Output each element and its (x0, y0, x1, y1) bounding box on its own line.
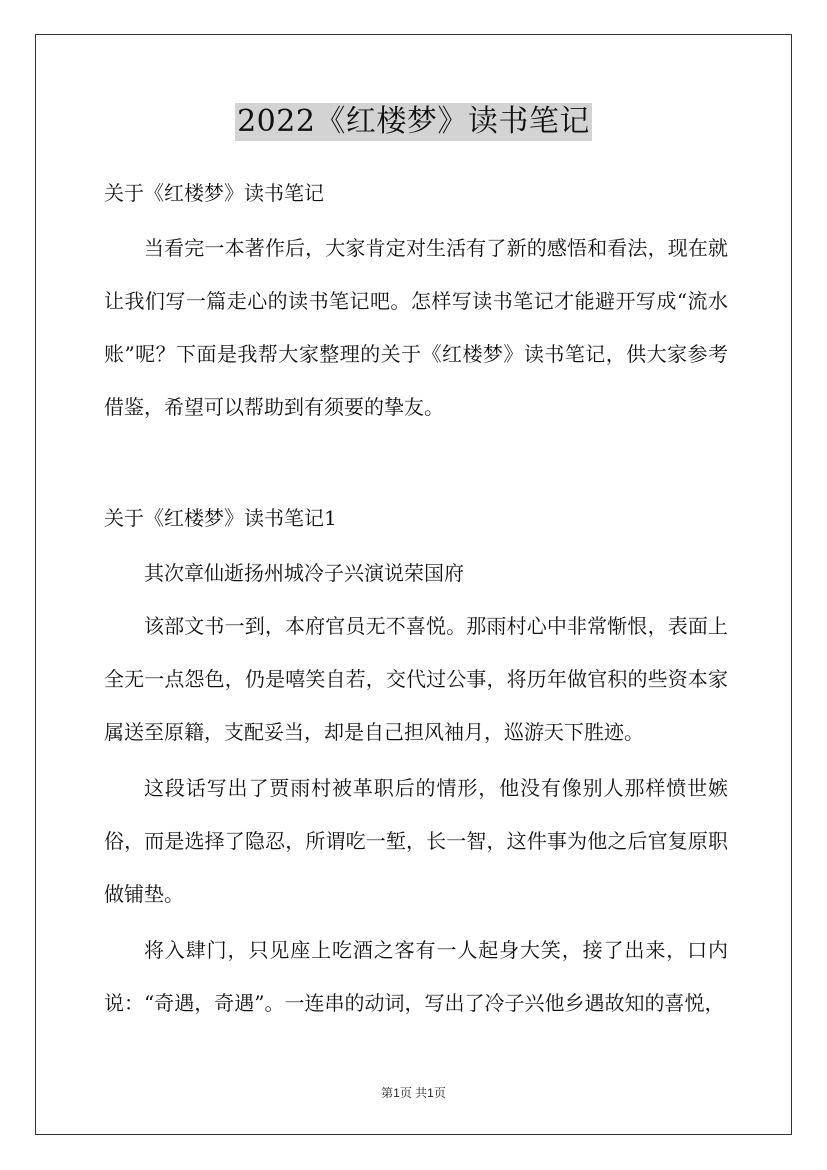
intro-paragraph: 当看完一本著作后，大家肯定对生活有了新的感悟和看法，现在就让我们写一篇走心的读书笔记吧。怎样写读书笔记才能避开写成“流水账”呢？下面是我帮大家整理的关于《红楼梦》读书笔记，供大家参考借鉴，希望可以帮助到有须要的挚友。 (104, 236, 728, 419)
page-footer: 第1页 共1页 (381, 1086, 446, 1100)
intro-heading: 关于《红楼梦》读书笔记 (104, 181, 324, 205)
body-paragraph-3: 将入肆门，只见座上吃酒之客有一人起身大笑，接了出来，口内说：“奇遇，奇遇”。一连串的动词，写出了冷子兴他乡遇故知的喜悦， (104, 938, 728, 1015)
title-container (0, 103, 827, 141)
chapter-subtitle: 其次章仙逝扬州城冷子兴演说荣国府 (144, 561, 464, 585)
body-paragraph-1: 该部文书一到，本府官员无不喜悦。那雨村心中非常惭恨，表面上全无一点怨色，仍是嘻笑自若，交代过公事，将历年做官积的些资本家属送至原籍，支配妥当，却是自己担风袖月，巡游天下胜迹。 (104, 614, 728, 744)
document-title: 2022《红楼梦》读书笔记 (237, 104, 590, 139)
section-heading: 关于《红楼梦》读书笔记1 (104, 506, 337, 530)
body-paragraph-2: 这段话写出了贾雨村被革职后的情形，他没有像别人那样愤世嫉俗，而是选择了隐忍，所谓吃一堑，长一智，这件事为他之后官复原职做铺垫。 (104, 776, 728, 906)
